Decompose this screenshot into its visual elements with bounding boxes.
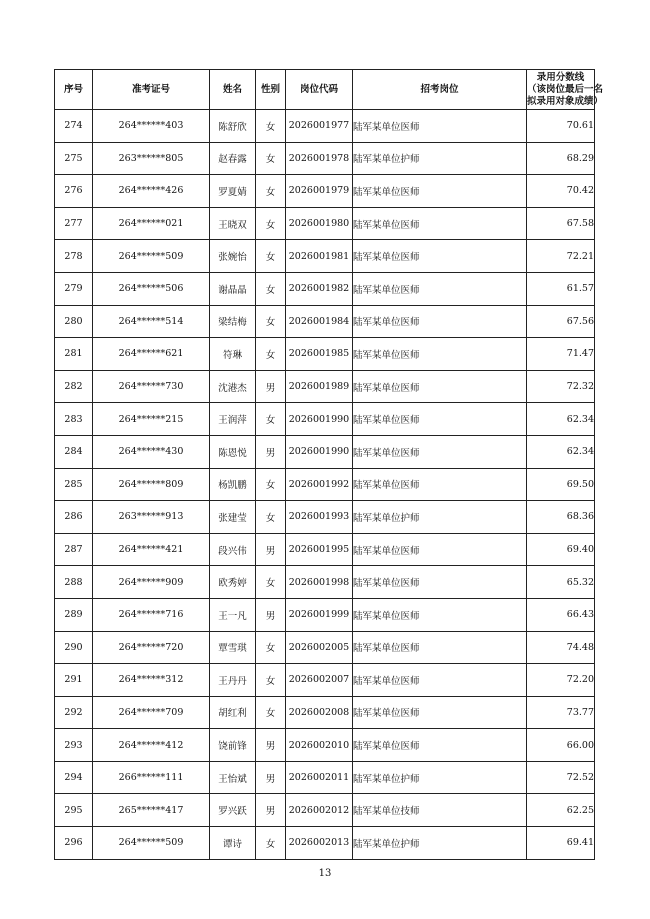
cell-ticket: 263******913 — [93, 501, 210, 534]
table-row — [55, 142, 595, 175]
cell-code: 2026002010 — [286, 729, 353, 762]
cell-ticket: 264******730 — [93, 370, 210, 403]
cell-post: 陆军某单位医师 — [353, 566, 527, 599]
cell-name: 段兴伟 — [210, 533, 256, 566]
cell-post: 陆军某单位医师 — [353, 631, 527, 664]
cell-name: 王丹丹 — [210, 664, 256, 697]
header-ticket: 准考证号 — [93, 70, 210, 110]
cell-seq: 285 — [55, 468, 93, 501]
cell-seq: 294 — [55, 761, 93, 794]
cell-seq: 288 — [55, 566, 93, 599]
cell-seq: 290 — [55, 631, 93, 664]
header-post: 招考岗位 — [353, 70, 527, 110]
cell-gender: 女 — [256, 207, 286, 240]
cell-seq: 296 — [55, 827, 93, 860]
cell-code: 2026001998 — [286, 566, 353, 599]
cell-code: 2026001992 — [286, 468, 353, 501]
table-row — [55, 240, 595, 273]
cell-seq: 284 — [55, 435, 93, 468]
cell-score: 65.32 — [527, 566, 595, 599]
cell-score: 61.57 — [527, 272, 595, 305]
table-row — [55, 566, 595, 599]
cell-ticket: 264******506 — [93, 272, 210, 305]
header-score-line2: （该岗位最后一名 — [527, 83, 604, 95]
cell-seq: 291 — [55, 664, 93, 697]
table-row — [55, 175, 595, 208]
cell-ticket: 264******514 — [93, 305, 210, 338]
cell-post: 陆军某单位医师 — [353, 729, 527, 762]
cell-post: 陆军某单位医师 — [353, 240, 527, 273]
table-row — [55, 729, 595, 762]
cell-post: 陆军某单位医师 — [353, 533, 527, 566]
cell-name: 欧秀婷 — [210, 566, 256, 599]
cell-score: 70.42 — [527, 175, 595, 208]
header-seq: 序号 — [55, 70, 93, 110]
cell-seq: 292 — [55, 696, 93, 729]
cell-gender: 女 — [256, 696, 286, 729]
cell-gender: 女 — [256, 110, 286, 143]
cell-score: 73.77 — [527, 696, 595, 729]
cell-gender: 女 — [256, 631, 286, 664]
cell-ticket: 264******403 — [93, 110, 210, 143]
cell-code: 2026001993 — [286, 501, 353, 534]
cell-name: 张建莹 — [210, 501, 256, 534]
cell-score: 72.21 — [527, 240, 595, 273]
cell-ticket: 264******430 — [93, 435, 210, 468]
table-row — [55, 696, 595, 729]
cell-seq: 295 — [55, 794, 93, 827]
cell-ticket: 264******215 — [93, 403, 210, 436]
cell-post: 陆军某单位医师 — [353, 272, 527, 305]
cell-name: 杨凯鹏 — [210, 468, 256, 501]
cell-ticket: 265******417 — [93, 794, 210, 827]
cell-ticket: 264******312 — [93, 664, 210, 697]
cell-seq: 274 — [55, 110, 93, 143]
cell-seq: 279 — [55, 272, 93, 305]
cell-name: 王晓双 — [210, 207, 256, 240]
cell-post: 陆军某单位医师 — [353, 338, 527, 371]
table-row — [55, 435, 595, 468]
cell-name: 罗兴跃 — [210, 794, 256, 827]
table-row — [55, 533, 595, 566]
cell-post: 陆军某单位医师 — [353, 370, 527, 403]
cell-post: 陆军某单位技师 — [353, 794, 527, 827]
cell-code: 2026001985 — [286, 338, 353, 371]
cell-name: 沈港杰 — [210, 370, 256, 403]
cell-gender: 男 — [256, 533, 286, 566]
cell-code: 2026001984 — [286, 305, 353, 338]
cell-score: 68.29 — [527, 142, 595, 175]
cell-name: 符琳 — [210, 338, 256, 371]
cell-name: 王润萍 — [210, 403, 256, 436]
cell-score: 69.50 — [527, 468, 595, 501]
cell-score: 74.48 — [527, 631, 595, 664]
header-row — [55, 70, 595, 110]
cell-seq: 276 — [55, 175, 93, 208]
cell-score: 67.58 — [527, 207, 595, 240]
cell-score: 62.34 — [527, 403, 595, 436]
cell-ticket: 264******426 — [93, 175, 210, 208]
cell-post: 陆军某单位医师 — [353, 696, 527, 729]
results-table — [54, 69, 604, 860]
cell-post: 陆军某单位医师 — [353, 207, 527, 240]
cell-code: 2026001979 — [286, 175, 353, 208]
cell-seq: 293 — [55, 729, 93, 762]
table-row — [55, 664, 595, 697]
cell-name: 谭诗 — [210, 827, 256, 860]
cell-ticket: 264******621 — [93, 338, 210, 371]
cell-name: 赵春露 — [210, 142, 256, 175]
cell-gender: 女 — [256, 338, 286, 371]
cell-post: 陆军某单位护师 — [353, 761, 527, 794]
cell-seq: 289 — [55, 598, 93, 631]
table-row — [55, 207, 595, 240]
cell-code: 2026001978 — [286, 142, 353, 175]
header-code: 岗位代码 — [286, 70, 353, 110]
cell-score: 62.25 — [527, 794, 595, 827]
cell-name: 罗夏婧 — [210, 175, 256, 208]
table-row — [55, 403, 595, 436]
cell-name: 覃雪琪 — [210, 631, 256, 664]
table-row — [55, 468, 595, 501]
cell-score: 71.47 — [527, 338, 595, 371]
cell-seq: 286 — [55, 501, 93, 534]
cell-post: 陆军某单位医师 — [353, 598, 527, 631]
cell-ticket: 264******909 — [93, 566, 210, 599]
cell-gender: 男 — [256, 761, 286, 794]
cell-gender: 女 — [256, 305, 286, 338]
header-name: 姓名 — [210, 70, 256, 110]
cell-code: 2026001977 — [286, 110, 353, 143]
cell-ticket: 264******809 — [93, 468, 210, 501]
cell-gender: 女 — [256, 501, 286, 534]
cell-post: 陆军某单位医师 — [353, 468, 527, 501]
cell-score: 67.56 — [527, 305, 595, 338]
table-row — [55, 827, 595, 860]
cell-gender: 女 — [256, 272, 286, 305]
table-row — [55, 794, 595, 827]
cell-seq: 280 — [55, 305, 93, 338]
table-row — [55, 761, 595, 794]
cell-post: 陆军某单位医师 — [353, 664, 527, 697]
table-row — [55, 338, 595, 371]
cell-post: 陆军某单位医师 — [353, 435, 527, 468]
cell-post: 陆军某单位护师 — [353, 142, 527, 175]
cell-code: 2026002008 — [286, 696, 353, 729]
header-score — [527, 70, 604, 110]
cell-seq: 278 — [55, 240, 93, 273]
cell-name: 饶前锋 — [210, 729, 256, 762]
header-gender: 性别 — [256, 70, 286, 110]
cell-code: 2026001980 — [286, 207, 353, 240]
cell-post: 陆军某单位护师 — [353, 827, 527, 860]
cell-name: 陈恩悦 — [210, 435, 256, 468]
cell-score: 70.61 — [527, 110, 595, 143]
cell-gender: 女 — [256, 403, 286, 436]
cell-name: 梁结梅 — [210, 305, 256, 338]
cell-score: 69.40 — [527, 533, 595, 566]
cell-score: 72.52 — [527, 761, 595, 794]
cell-seq: 282 — [55, 370, 93, 403]
cell-score: 66.00 — [527, 729, 595, 762]
cell-code: 2026002013 — [286, 827, 353, 860]
table-row — [55, 110, 595, 143]
cell-gender: 女 — [256, 827, 286, 860]
cell-ticket: 266******111 — [93, 761, 210, 794]
cell-name: 王怡斌 — [210, 761, 256, 794]
cell-score: 69.41 — [527, 827, 595, 860]
cell-seq: 277 — [55, 207, 93, 240]
cell-code: 2026001999 — [286, 598, 353, 631]
cell-gender: 男 — [256, 729, 286, 762]
cell-gender: 女 — [256, 240, 286, 273]
cell-ticket: 264******709 — [93, 696, 210, 729]
header-score-line1: 录用分数线 — [536, 71, 585, 83]
table-row — [55, 305, 595, 338]
cell-ticket: 263******805 — [93, 142, 210, 175]
table-body — [55, 110, 595, 860]
cell-ticket: 264******421 — [93, 533, 210, 566]
cell-name: 陈舒欣 — [210, 110, 256, 143]
cell-code: 2026002007 — [286, 664, 353, 697]
cell-name: 谢晶晶 — [210, 272, 256, 305]
cell-post: 陆军某单位医师 — [353, 403, 527, 436]
cell-gender: 女 — [256, 664, 286, 697]
cell-gender: 女 — [256, 468, 286, 501]
cell-name: 张婉怡 — [210, 240, 256, 273]
cell-gender: 男 — [256, 598, 286, 631]
cell-code: 2026002005 — [286, 631, 353, 664]
cell-gender: 女 — [256, 175, 286, 208]
cell-ticket: 264******509 — [93, 827, 210, 860]
cell-score: 72.32 — [527, 370, 595, 403]
cell-post: 陆军某单位护师 — [353, 501, 527, 534]
table-row — [55, 370, 595, 403]
cell-seq: 275 — [55, 142, 93, 175]
table-row — [55, 598, 595, 631]
cell-score: 72.20 — [527, 664, 595, 697]
cell-code: 2026001990 — [286, 403, 353, 436]
cell-ticket: 264******021 — [93, 207, 210, 240]
cell-ticket: 264******412 — [93, 729, 210, 762]
cell-ticket: 264******716 — [93, 598, 210, 631]
cell-score: 62.34 — [527, 435, 595, 468]
cell-gender: 男 — [256, 794, 286, 827]
table-row — [55, 501, 595, 534]
cell-gender: 女 — [256, 142, 286, 175]
cell-score: 68.36 — [527, 501, 595, 534]
header-score-line3: 拟录用对象成绩） — [527, 95, 604, 107]
cell-gender: 男 — [256, 435, 286, 468]
cell-code: 2026001990 — [286, 435, 353, 468]
cell-code: 2026001995 — [286, 533, 353, 566]
cell-code: 2026001981 — [286, 240, 353, 273]
table-row — [55, 631, 595, 664]
table-row — [55, 272, 595, 305]
cell-seq: 287 — [55, 533, 93, 566]
cell-gender: 男 — [256, 370, 286, 403]
cell-code: 2026001982 — [286, 272, 353, 305]
cell-seq: 281 — [55, 338, 93, 371]
cell-name: 王一凡 — [210, 598, 256, 631]
cell-ticket: 264******720 — [93, 631, 210, 664]
cell-code: 2026002012 — [286, 794, 353, 827]
cell-name: 胡红利 — [210, 696, 256, 729]
cell-code: 2026002011 — [286, 761, 353, 794]
cell-code: 2026001989 — [286, 370, 353, 403]
cell-seq: 283 — [55, 403, 93, 436]
cell-post: 陆军某单位医师 — [353, 305, 527, 338]
page-number: 13 — [318, 868, 332, 879]
cell-score: 66.43 — [527, 598, 595, 631]
cell-gender: 女 — [256, 566, 286, 599]
cell-post: 陆军某单位医师 — [353, 175, 527, 208]
cell-ticket: 264******509 — [93, 240, 210, 273]
cell-post: 陆军某单位医师 — [353, 110, 527, 143]
